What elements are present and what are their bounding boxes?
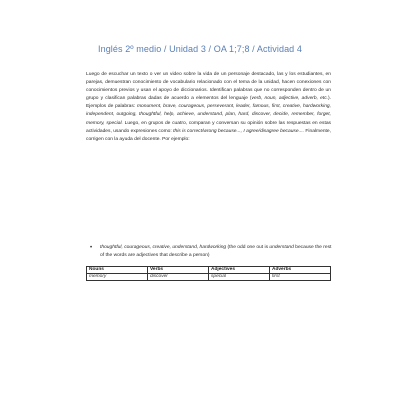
bullet-parts-segment: understand (269, 245, 294, 250)
table-header-cell: Nouns (87, 267, 148, 274)
table-header-cell: Adverbs (270, 267, 331, 274)
table-header-row (87, 267, 331, 274)
intro-parts-segment: verb, noun, adjective, adverb, etc. (251, 96, 328, 102)
bullet-parts-segment: thoughtful, courageous, creative, understand, hardworking (100, 245, 227, 250)
intro-paragraph (86, 71, 331, 144)
intro-parts-segment: Luego de escuchar un texto o ver un video sobre la vida de un personaje destacado, las y los estudiantes, en parejas, demuestran conocimiento de vocabulario relacionado con el tema de la unidad, hacen conexiones con conocimientos previos y usan el apoyo de diccionarios. Identifican palabras que no corresponden dentro de un grupo y clasifican palabras dadas de acuerdo a elementos del lenguaje ( (86, 72, 331, 102)
document-title: Inglés 2º medio / Unidad 3 / OA 1;7;8 / Actividad 4 (97, 44, 302, 54)
table-header-cell: Adjectives (209, 267, 270, 274)
intro-parts-segment: this is correct/wrong because..., I agree/disagree because.... (173, 128, 305, 134)
bullet-dot-icon: • (90, 245, 93, 251)
bullet-parts-segment: (the odd one out is (226, 245, 270, 250)
table-cell: memory (87, 274, 148, 281)
table-header-cell: Verbs (148, 267, 209, 274)
table-cell: special (209, 274, 270, 281)
table-cell: first (270, 274, 331, 281)
table-body (87, 274, 331, 281)
table-cell: discover (148, 274, 209, 281)
intro-parts-segment: ). Ejemplos de palabras: (86, 96, 331, 110)
intro-parts-segment: Luego, en grupos de cuatro, comparan y conversan su opinión sobre las respuestas en estas actividades, usando expresiones como: (86, 120, 331, 134)
table-row (87, 274, 331, 281)
word-classification-table (86, 266, 331, 281)
bullet-text (100, 245, 331, 258)
bullet-parts-segment: because the rest of the words are adjectives that describe a person) (100, 245, 332, 259)
intro-parts-segment: monument, brave, courageous, perseverant, leader, famous, first, creative, hardworking, independent, outgoing, thoughtful, help, achieve, understand, plan, hard, discover, decide, remember, forget, memory, special. (86, 104, 331, 126)
bullet-example (90, 244, 334, 260)
intro-parts-segment: Finalmente, corrigen con la ayuda del docente. Por ejemplo: (86, 128, 331, 142)
